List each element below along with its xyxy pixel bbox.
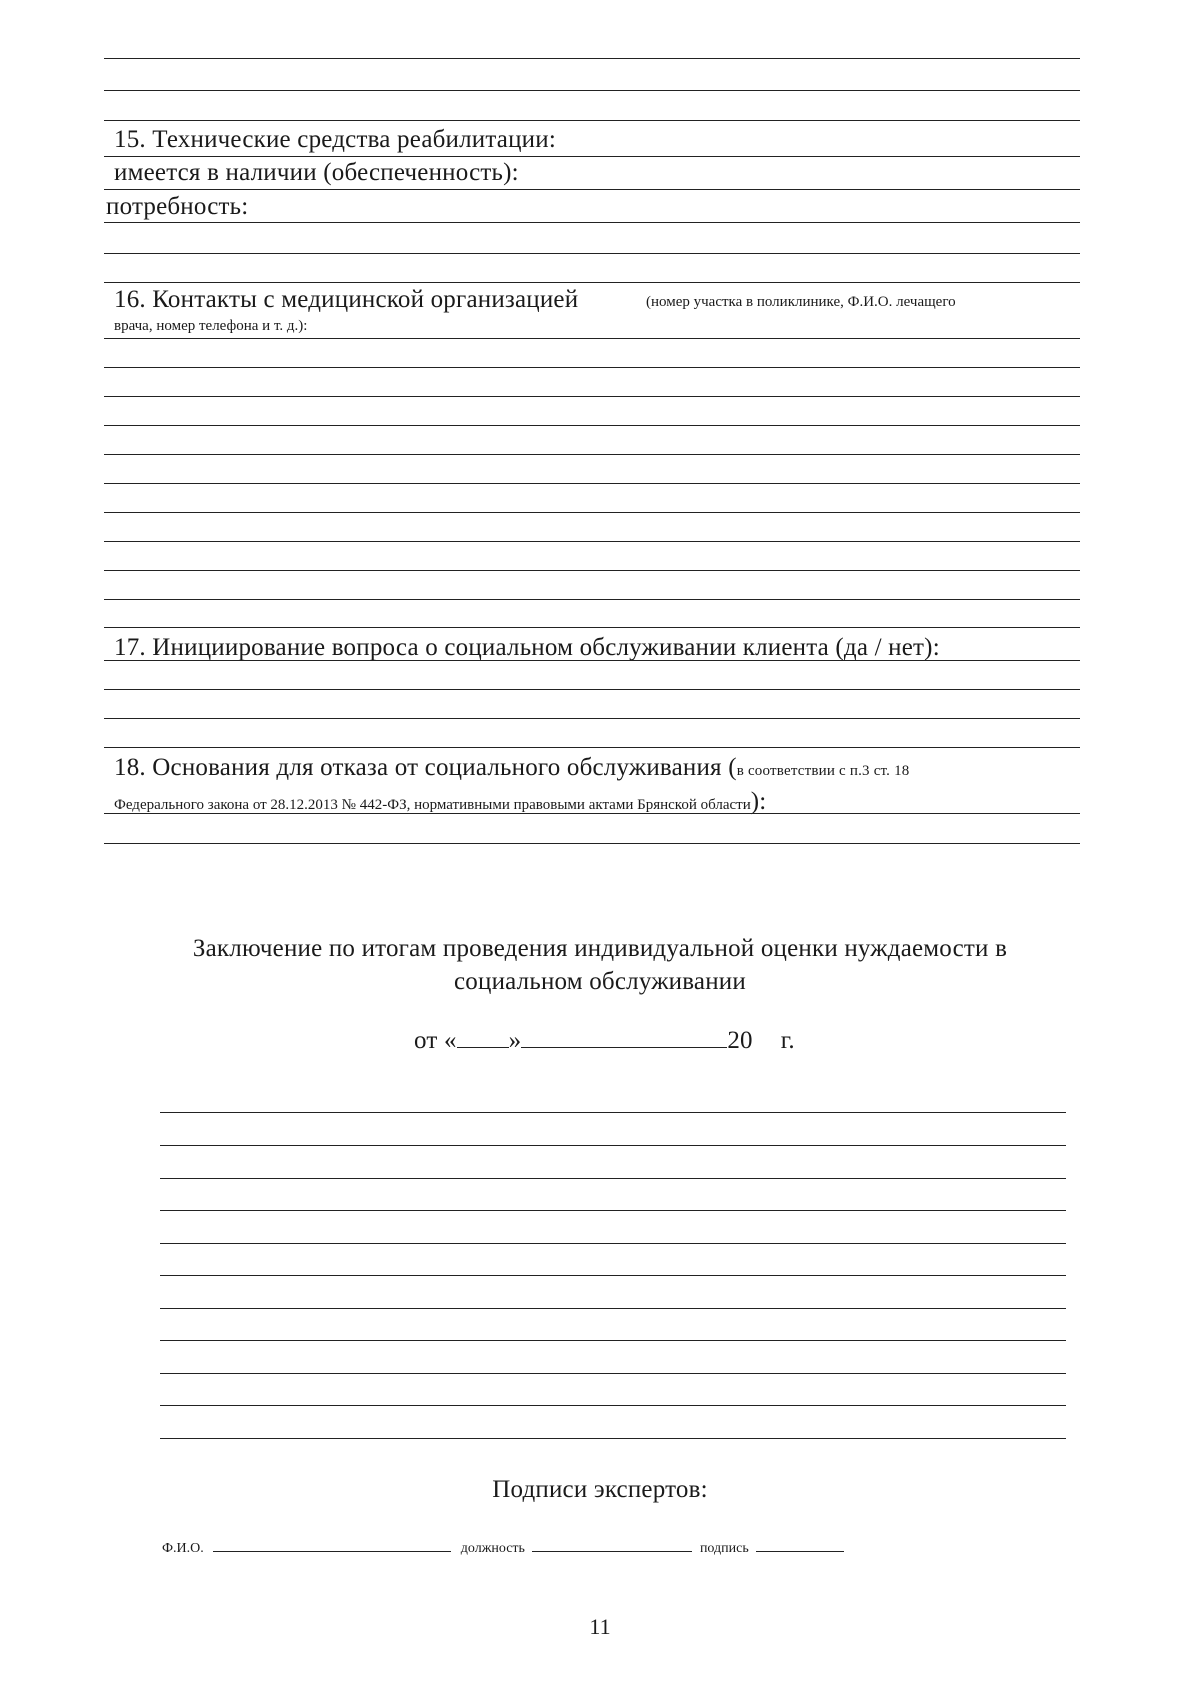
blank-line (104, 253, 1080, 254)
conclusion-line (160, 1178, 1066, 1179)
conclusion-line (160, 1340, 1066, 1341)
section-18-heading-text: 18. Основания для отказа от социального обслуживания (114, 754, 722, 781)
blank-line (104, 222, 1080, 223)
section-17-heading: 17. Инициирование вопроса о социальном обслуживании клиента (да / нет): (114, 634, 940, 661)
fio-label: Ф.И.О. (162, 1541, 204, 1556)
blank-line (104, 483, 1080, 484)
blank-line (104, 718, 1080, 719)
blank-line (104, 627, 1080, 628)
signatures-heading: Подписи экспертов: (492, 1476, 708, 1503)
conclusion-date (414, 1027, 795, 1055)
blank-line (104, 747, 1080, 748)
blank-line (104, 512, 1080, 513)
date-year: 20 (727, 1027, 753, 1054)
blank-line (104, 367, 1080, 368)
position-label: должность (460, 1541, 525, 1556)
conclusion-line (160, 1112, 1066, 1113)
blank-line (104, 189, 1080, 190)
blank-line (104, 599, 1080, 600)
section-15-heading: 15. Технические средства реабилитации: (114, 126, 556, 153)
conclusion-line (160, 1308, 1066, 1309)
blank-line (104, 570, 1080, 571)
section-16-note-line1: (номер участка в поликлинике, Ф.И.О. лечащего (646, 294, 956, 310)
position-blank[interactable] (532, 1537, 692, 1552)
section-18-note-line2: Федерального закона от 28.12.2013 № 442-ФЗ, нормативными правовыми актами Брянской области (114, 797, 751, 813)
section-15-available-label: имеется в наличии (обеспеченность): (114, 159, 519, 186)
blank-line (104, 425, 1080, 426)
blank-line (104, 282, 1080, 283)
blank-line (104, 120, 1080, 121)
conclusion-line (160, 1275, 1066, 1276)
conclusion-title-line1: Заключение по итогам проведения индивидуальной оценки нуждаемости в (192, 935, 1008, 962)
page-number: 11 (589, 1614, 611, 1639)
blank-line (104, 58, 1080, 59)
signature-row (162, 1537, 848, 1557)
conclusion-line (160, 1438, 1066, 1439)
blank-line (104, 813, 1080, 814)
conclusion-line (160, 1243, 1066, 1244)
section-18-note-line2-row (114, 788, 766, 816)
section-18-heading (114, 754, 909, 782)
conclusion-line (160, 1373, 1066, 1374)
section-16-heading: 16. Контакты с медицинской организацией (114, 286, 579, 313)
section-15-need-label: потребность: (106, 193, 249, 220)
section-18-note-close: ): (750, 788, 767, 815)
blank-line (104, 541, 1080, 542)
section-18-note-line1: в соответствии с п.3 ст. 18 (736, 763, 910, 779)
fio-blank[interactable] (213, 1537, 451, 1552)
section-18-note-open: ( (728, 754, 737, 781)
date-prefix: от « (414, 1027, 457, 1054)
blank-line (104, 689, 1080, 690)
blank-line (104, 90, 1080, 91)
conclusion-title-line2: социальном обслуживании (454, 968, 746, 995)
blank-line (104, 660, 1080, 661)
signature-label: подпись (699, 1541, 749, 1556)
blank-line (104, 454, 1080, 455)
conclusion-line (160, 1145, 1066, 1146)
signature-blank[interactable] (756, 1537, 844, 1552)
conclusion-line (160, 1405, 1066, 1406)
date-mid: » (508, 1027, 522, 1054)
date-day-blank[interactable] (457, 1027, 509, 1048)
conclusion-line (160, 1210, 1066, 1211)
blank-line (104, 396, 1080, 397)
section-16-note-line2: врача, номер телефона и т. д.): (114, 318, 308, 334)
blank-line (104, 843, 1080, 844)
date-month-blank[interactable] (521, 1027, 727, 1048)
blank-line (104, 156, 1080, 157)
blank-line (104, 338, 1080, 339)
date-suffix: г. (780, 1027, 795, 1054)
